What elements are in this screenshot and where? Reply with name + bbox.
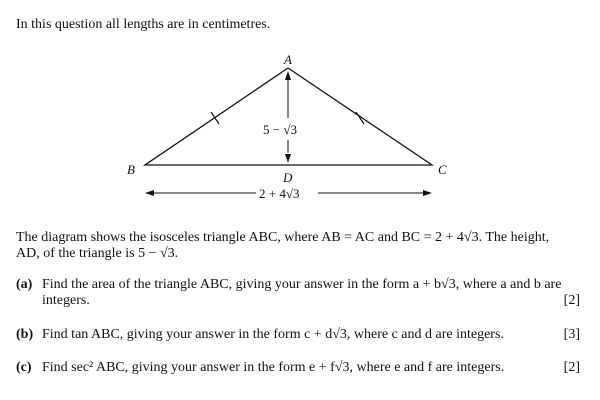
- question-a-marks: [2]: [563, 293, 580, 308]
- question-c-label: (c): [16, 360, 32, 375]
- label-a: A: [284, 52, 292, 67]
- height-arrow-up: [285, 71, 291, 80]
- height-arrow-down: [285, 154, 291, 163]
- question-b-marks: [3]: [563, 327, 580, 342]
- question-c-line-1: Find sec² ABC, giving your answer in the form e + f√3, where e and f are integers.: [42, 360, 505, 375]
- description-line-2: AD, of the triangle is 5 − √3.: [16, 246, 179, 261]
- label-d: D: [283, 170, 293, 185]
- tick-ab: [211, 112, 219, 124]
- question-a-line-1: Find the area of the triangle ABC, giving your answer in the form a + b√3, where a and b are: [42, 277, 562, 292]
- description-line-1: The diagram shows the isosceles triangle ABC, where AB = AC and BC = 2 + 4√3. The height,: [16, 230, 550, 245]
- base-arrow-left: [145, 190, 154, 196]
- base-label: 2 + 4√3: [259, 186, 300, 201]
- question-a-label: (a): [16, 277, 33, 292]
- question-a-line-2: integers.: [42, 293, 90, 308]
- question-b-line-1: Find tan ABC, giving your answer in the form c + d√3, where c and d are integers.: [42, 327, 504, 342]
- label-c: C: [438, 162, 447, 177]
- label-b: B: [127, 162, 135, 177]
- intro-text: In this question all lengths are in centimetres.: [16, 17, 271, 32]
- base-arrow-right: [423, 190, 432, 196]
- question-c-marks: [2]: [563, 360, 580, 375]
- height-label: 5 − √3: [263, 122, 297, 137]
- question-b-label: (b): [16, 327, 34, 342]
